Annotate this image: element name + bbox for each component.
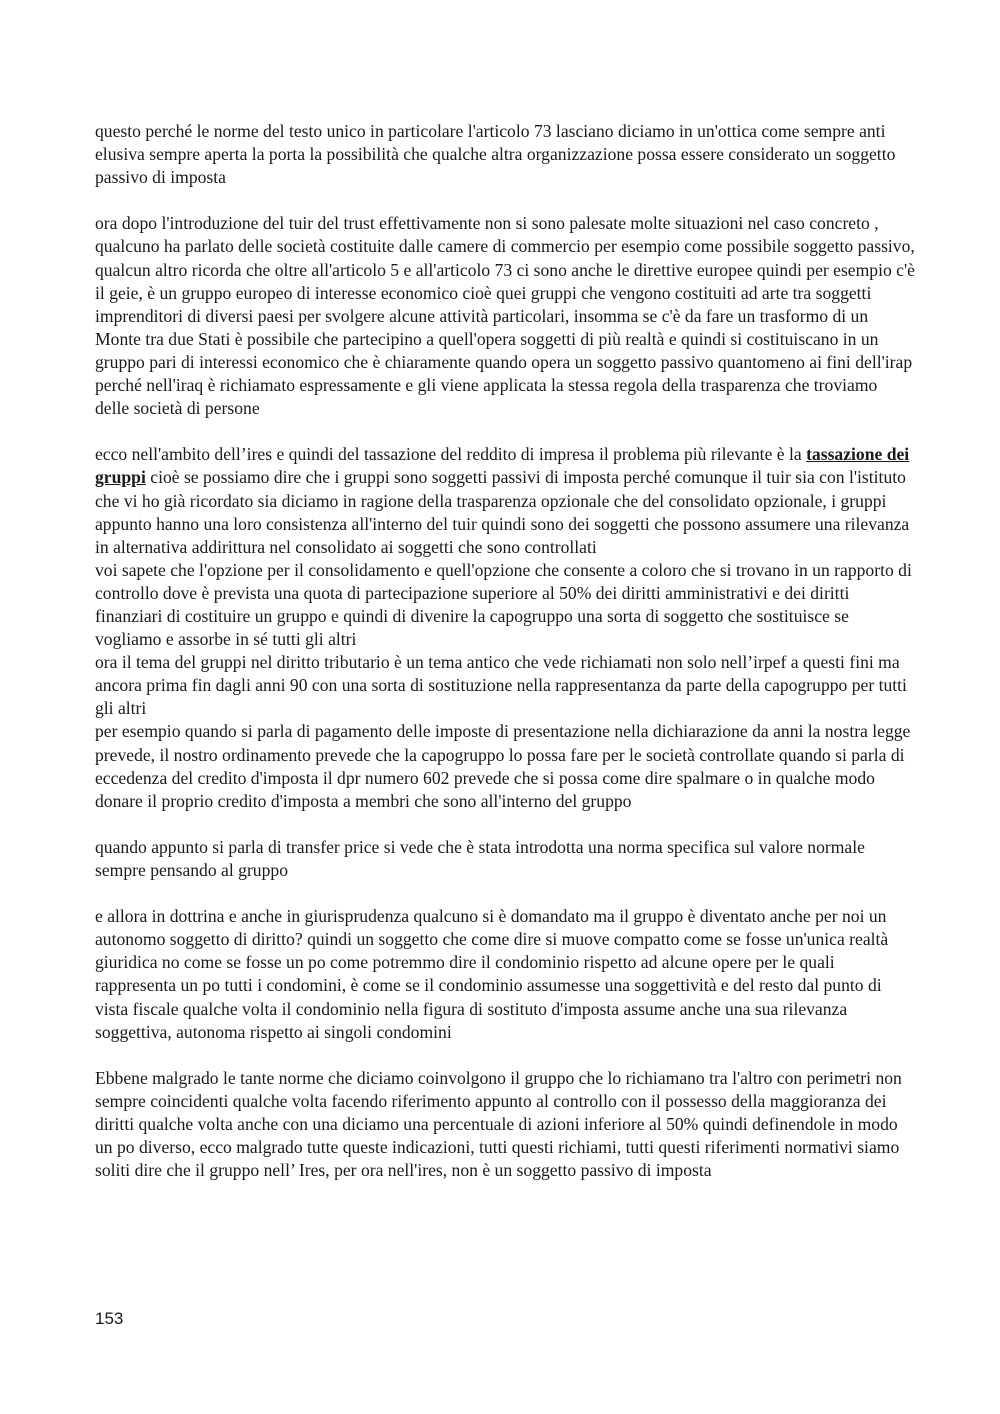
paragraph-6: per esempio quando si parla di pagamento delle imposte di presentazione nella dichiarazione da anni la nostra legge prevede, il nostro ordinamento prevede che la capogruppo lo possa fare per le società controllate quando si parla di eccedenza del credito d'imposta il dpr numero 602 prevede che si possa come dire spalmare o in qualche modo donare il proprio credito d'imposta a membri che sono all'interno del gruppo	[95, 721, 911, 811]
body-text	[95, 120, 915, 1182]
page-number: 153	[95, 1309, 124, 1328]
paragraph-3-text-end: cioè se possiamo dire che i gruppi sono soggetti passivi di imposta perché comunque il tuir sia con l'istituto che vi ho già ricordato sia diciamo in ragione della trasparenza opzionale che del consolidato opzionale, i gruppi appunto hanno una loro consistenza all'interno del tuir quindi sono dei soggetti che possono assumere una rilevanza in alternativa addirittura nel consolidato ai soggetti che sono controllati	[95, 467, 910, 557]
paragraph-8: e allora in dottrina e anche in giurisprudenza qualcuno si è domandato ma il gruppo è diventato anche per noi un autonomo soggetto di diritto? quindi un soggetto che come dire si muove compatto come se fosse un'unica realtà giuridica no come se fosse un po come potremmo dire il condominio rispetto ad alcune opere per le quali rappresenta un po tutti i condomini, è come se il condominio assumesse una soggettività e del resto dal punto di vista fiscale qualche volta il condominio nella figura di sostituto d'imposta assume anche una sua rilevanza soggettiva, autonoma rispetto ai singoli condomini	[95, 906, 889, 1042]
emphasized-term: tassazione dei gruppi	[95, 444, 910, 488]
paragraph-7: quando appunto si parla di transfer price si vede che è stata introdotta una norma specifica sul valore normale sempre pensando al gruppo	[95, 836, 865, 880]
paragraph-9: Ebbene malgrado le tante norme che diciamo coinvolgono il gruppo che lo richiamano tra l'altro con perimetri non sempre coincidenti qualche volta facendo riferimento appunto al controllo con il possesso della maggioranza dei diritti qualche volta anche con una diciamo una percentuale di azioni inferiore al 50% quindi definendole in modo un po diverso, ecco malgrado tutte queste indicazioni, tutti questi richiami, tutti questi riferimenti normativi siamo soliti dire che il gruppo nell’ Ires, per ora nell'ires, non è un soggetto passivo di imposta	[95, 1067, 902, 1181]
paragraph-2: ora dopo l'introduzione del tuir del trust effettivamente non si sono palesate molte situazioni nel caso concreto , qualcuno ha parlato delle società costituite dalle camere di commercio per esempio come possibile soggetto passivo, qualcun altro ricorda che oltre all'articolo 5 e all'articolo 73 ci sono anche le direttive europee quindi per esempio c'è il geie, è un gruppo europeo di interesse economico cioè quei gruppi che vengono costituiti ad arte tra soggetti imprenditori di diversi paesi per svolgere alcune attività particolari, insomma se c'è da fare un trasformo di un Monte tra due Stati è possibile che partecipino a quell'opera soggetti di più realtà e quindi si costituiscano in un gruppo pari di interessi economico che è chiaramente quando opera un soggetto passivo quantomeno ai fini dell'irap perché nell'iraq è richiamato espressamente e gli viene applicata la stessa regola della trasparenza che troviamo delle società di persone	[95, 213, 915, 419]
paragraph-4: voi sapete che l'opzione per il consolidamento e quell'opzione che consente a coloro che si trovano in un rapporto di controllo dove è prevista una quota di partecipazione superiore al 50% dei diritti amministrativi e dei diritti finanziari di costituire un gruppo e quindi di divenire la capogruppo una sorta di soggetto che sostituisce se vogliamo e assorbe in sé tutti gli altri	[95, 559, 912, 650]
paragraph-3	[95, 443, 915, 558]
paragraph-3-text-start: ecco nell'ambito dell’ires e quindi del tassazione del reddito di impresa il problema più rilevante è la	[95, 444, 807, 465]
paragraph-5: ora il tema del gruppi nel diritto tributario è un tema antico che vede richiamati non solo nell’irpef a questi fini ma ancora prima fin dagli anni 90 con una sorta di sostituzione nella rappresentanza da parte della capogruppo per tutti gli altri	[95, 652, 907, 719]
paragraph-1: questo perché le norme del testo unico in particolare l'articolo 73 lasciano diciamo in un'ottica come sempre anti elusiva sempre aperta la porta la possibilità che qualche altra organizzazione possa essere considerato un soggetto passivo di imposta	[95, 121, 896, 188]
